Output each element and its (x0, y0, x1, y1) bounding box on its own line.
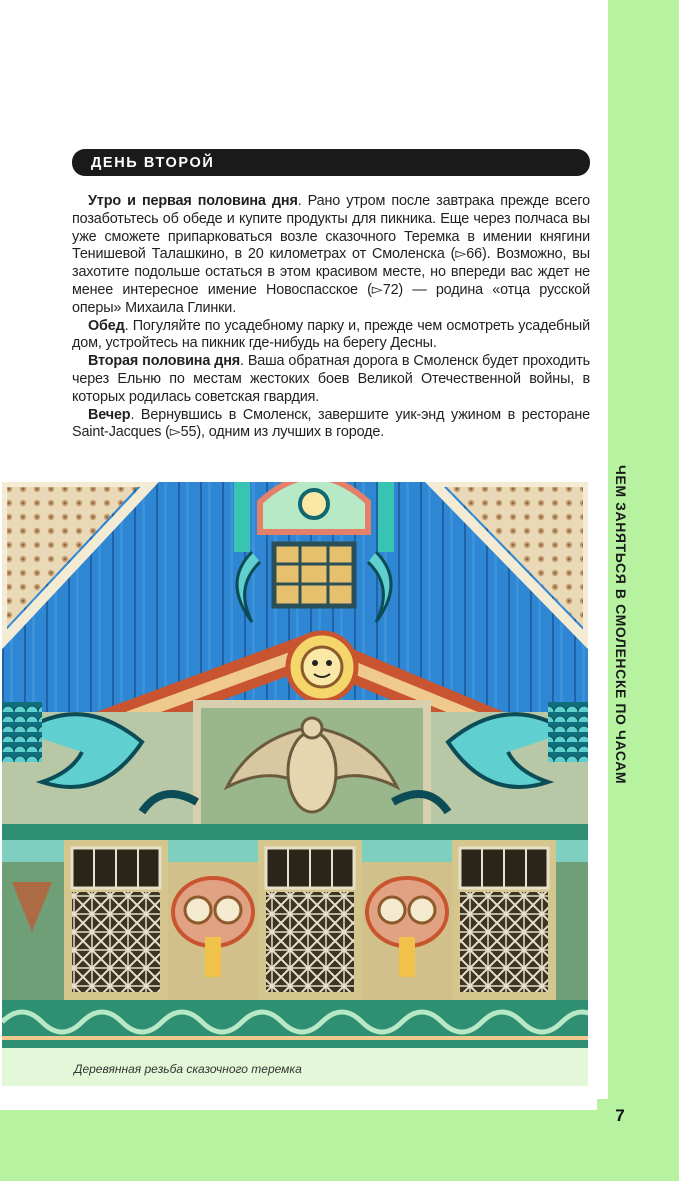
paragraph-heading: Вечер (88, 406, 131, 423)
paragraph-body: . Ваша обратная дорога в Смоленск будет проходить через Ельню по местам жестоких боев Великой Отечественной войны, в которых родилась советская гвардия. (72, 353, 590, 405)
paragraph-body: . Погуляйте по усадебному парку и, прежде чем осмотреть усадебный дом, устройтесь на пикник где-нибудь на берегу Десны. (72, 317, 590, 352)
paragraph-morning (72, 193, 590, 318)
photo-caption: Деревянная резьба сказочного теремка (74, 1062, 302, 1076)
day-header (72, 149, 590, 176)
day-header-title: ДЕНЬ ВТОРОЙ (91, 154, 215, 171)
itinerary-text (72, 193, 590, 442)
paragraph-heading: Вторая половина дня (88, 353, 240, 370)
paragraph-lunch (72, 318, 590, 354)
paragraph-body: . Вернувшись в Смоленск, завершите уик-энд ужином в ресторане Saint-Jacques (▻55), одним из лучших в городе. (72, 406, 590, 441)
paragraph-afternoon (72, 353, 590, 406)
paragraph-body: . Рано утром после завтрака прежде всего позаботьтесь об обеде и купите продукты для пикника. Еще через полчаса вы уже сможете припарковаться возле сказочного Теремка в имении княгини Тенишевой Талашкино, в 20 километрах от Смоленска (▻66). Возможно, вы захотите подольше остаться в этом красивом месте, но впереди вас ждет не менее интересное имение Новоспасское (▻72) — родина «отца русской оперы» Михаила Глинки. (72, 193, 590, 316)
page-number: 7 (615, 1106, 625, 1125)
paragraph-heading: Обед (88, 317, 125, 334)
paragraph-heading: Утро и первая половина дня (88, 193, 298, 209)
section-side-title (608, 460, 634, 790)
section-side-title-text: ЧЕМ ЗАНЯТЬСЯ В СМОЛЕНСКЕ ПО ЧАСАМ (613, 465, 629, 785)
paragraph-evening (72, 407, 590, 443)
photo-wooden-carving (2, 482, 588, 1048)
bottom-band (0, 1110, 679, 1181)
